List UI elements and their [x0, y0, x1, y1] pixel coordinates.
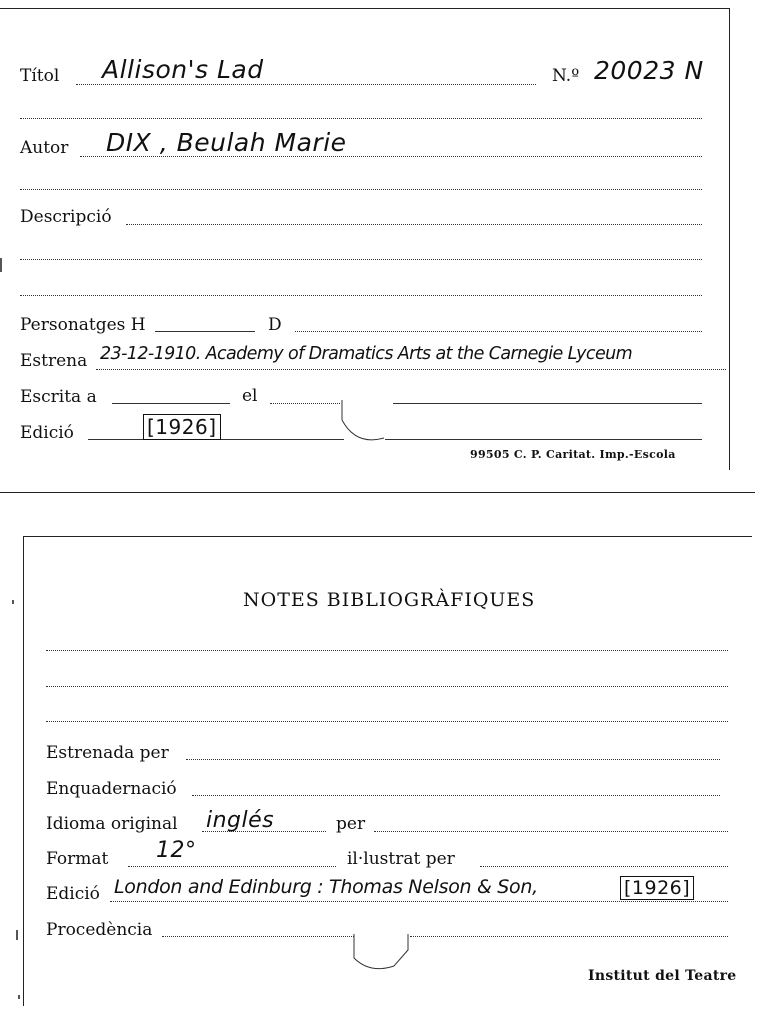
bottom-edicio-line — [110, 901, 728, 902]
notes-line-2 — [46, 686, 728, 687]
personatges-label: Personatges H — [20, 315, 146, 335]
bottom-card-left-edge — [23, 536, 24, 1006]
escrita-label: Escrita a — [20, 387, 97, 407]
estrena-label: Estrena — [20, 351, 88, 371]
notes-line-1 — [46, 650, 728, 651]
margin-mark — [18, 995, 20, 999]
top-card-right-edge — [729, 8, 730, 470]
titol-value: Allison's Lad — [102, 55, 264, 84]
escrita-line — [112, 403, 230, 404]
titol-extra-line — [20, 118, 702, 119]
bottom-edicio-value: London and Edinburg : Thomas Nelson & Son, — [114, 876, 538, 898]
enquadernacio-label: Enquadernació — [46, 779, 177, 799]
bottom-edicio-label: Edició — [46, 884, 100, 904]
format-value: 12° — [156, 838, 197, 863]
d-label: D — [268, 315, 282, 335]
personatges-h-line — [155, 331, 255, 332]
card-separator-line — [0, 492, 755, 493]
bottom-edicio-year: [1926] — [620, 876, 694, 900]
per-label: per — [336, 814, 366, 834]
illustrat-line — [480, 866, 728, 867]
notes-heading: NOTES BIBLIOGRÀFIQUES — [243, 589, 536, 611]
el-label: el — [242, 386, 258, 406]
idioma-label: Idioma original — [46, 814, 178, 834]
estrena-line — [96, 369, 726, 370]
notes-line-3 — [46, 721, 728, 722]
margin-mark — [0, 258, 2, 272]
illustrat-label: il·lustrat per — [347, 849, 455, 869]
titol-line — [76, 84, 536, 85]
edicio-label: Edició — [20, 423, 74, 443]
edicio-line-right — [385, 439, 702, 440]
num-label: N.º — [552, 66, 580, 86]
autor-extra-line — [20, 189, 702, 190]
personatges-d-line — [295, 331, 702, 332]
bottom-card-top-edge — [24, 536, 752, 537]
punch-hole-mark — [336, 398, 396, 448]
format-label: Format — [46, 849, 109, 869]
titol-label: Títol — [20, 66, 60, 86]
format-line — [128, 866, 336, 867]
procedencia-label: Procedència — [46, 920, 153, 940]
el-line — [270, 403, 340, 404]
per-line — [374, 831, 728, 832]
margin-mark — [12, 600, 14, 604]
estrena-value: 23-12-1910. Academy of Dramatics Arts at the Carnegie Lyceum — [100, 344, 633, 364]
idioma-value: inglés — [206, 808, 275, 833]
autor-label: Autor — [20, 138, 69, 158]
descripcio-label: Descripció — [20, 207, 112, 227]
top-card-top-edge — [0, 8, 730, 9]
institut-footer: Institut del Teatre — [588, 968, 737, 984]
el-line-right — [393, 403, 702, 404]
descripcio-extra-line-1 — [20, 259, 702, 260]
autor-value: DIX , Beulah Marie — [106, 128, 347, 157]
margin-mark — [16, 930, 18, 940]
procedencia-line — [162, 936, 354, 937]
printer-mark: 99505 C. P. Caritat. Imp.-Escola — [470, 448, 676, 461]
enquadernacio-line — [192, 795, 720, 796]
edicio-value: [1926] — [143, 414, 221, 440]
descripcio-line — [126, 224, 702, 225]
procedencia-line-right — [410, 936, 728, 937]
bottom-punch-hole-mark — [350, 930, 420, 980]
estrenada-label: Estrenada per — [46, 743, 169, 763]
estrenada-line — [186, 759, 720, 760]
num-value: 20023 N — [594, 56, 704, 85]
descripcio-extra-line-2 — [20, 295, 702, 296]
